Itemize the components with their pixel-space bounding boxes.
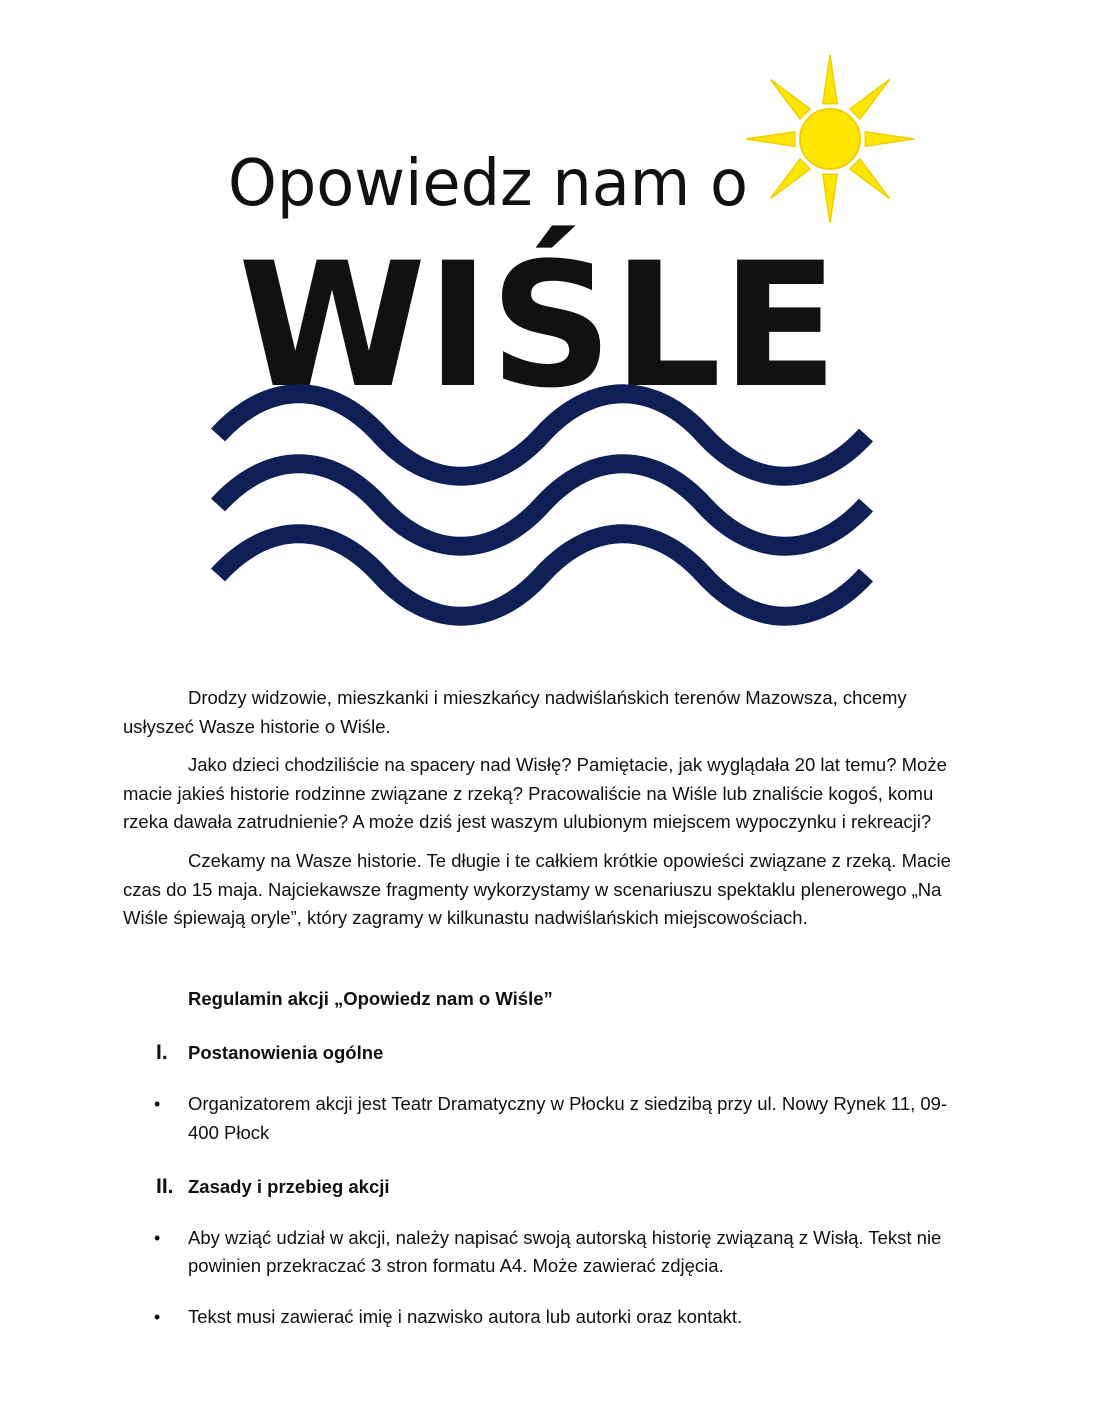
sun-ray (865, 132, 914, 146)
logo-line1: Opowiedz nam o (228, 147, 748, 221)
list-item (123, 1090, 968, 1147)
sun-ray (771, 159, 811, 199)
sun-ray (823, 174, 837, 223)
sun-ray (850, 80, 890, 120)
intro-paragraph-3: Czekamy na Wasze historie. Te długie i te całkiem krótkie opowieści związane z rzeką. Macie czas do 15 maja. Najciekawsze fragmenty wykorzystamy w scenariuszu spektaklu plenerowego „Na Wiśle śpiewają oryle”, który zagramy w kilkunastu nadwiślańskich miejscowościach. (123, 849, 951, 929)
list-item-text: Organizatorem akcji jest Teatr Dramatyczny w Płocku z siedzibą przy ul. Nowy Rynek 11, 09-400 Płock (188, 1092, 948, 1143)
sun-ray (850, 159, 890, 199)
intro-paragraph-2: Jako dzieci chodziliście na spacery nad Wisłę? Pamiętacie, jak wyglądała 20 lat temu? Może macie jakieś historie rodzinne związane z rzeką? Pracowaliście na Wiśle lub znaliście kogoś, komu rzeka dawała zatrudnienie? A może dziś jest waszym ulubionym miejscem wypoczynku i rekreacji? (123, 754, 947, 833)
intro-paragraph-1: Drodzy widzowie, mieszkanki i mieszkańcy nadwiślańskich terenów Mazowsza, chcemy usłyszeć Wasze historie o Wiśle. (123, 687, 907, 737)
list-item (123, 1224, 968, 1281)
section-number: II. (156, 1175, 174, 1199)
list-item-text: Aby wziąć udział w akcji, należy napisać swoją autorską historię związaną z Wisłą. Tekst nie powinien przekraczać 3 stron formatu A4. Może zawierać zdjęcia. (188, 1226, 942, 1277)
bullet-icon: • (154, 1306, 161, 1327)
sun-icon (746, 55, 914, 223)
sun-ray (823, 55, 837, 104)
section-number: I. (156, 1041, 168, 1065)
sun-ray (746, 132, 795, 146)
section-title: Zasady i przebieg akcji (188, 1176, 390, 1198)
rules-title: Regulamin akcji „Opowiedz nam o Wiśle” (188, 987, 553, 1009)
list-item (123, 1303, 968, 1332)
section-heading-1 (123, 1039, 968, 1068)
document-body (123, 684, 968, 1332)
logo (0, 0, 1093, 640)
bullet-icon: • (154, 1227, 161, 1248)
sun-ray (771, 80, 811, 120)
logo-line2: WIŚLE (238, 225, 838, 426)
bullet-icon: • (154, 1093, 161, 1114)
list-item-text: Tekst musi zawierać imię i nazwisko autora lub autorki oraz kontakt. (188, 1305, 743, 1327)
section-heading-2 (123, 1173, 968, 1202)
section-title: Postanowienia ogólne (188, 1042, 384, 1064)
waves-icon (218, 394, 866, 617)
